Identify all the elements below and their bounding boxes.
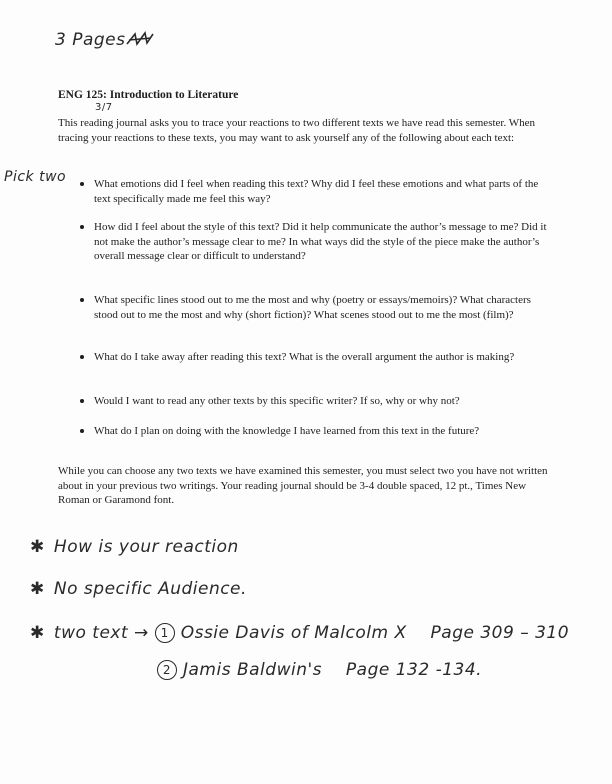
- bullet-icon: [80, 399, 84, 403]
- asterisk-icon: ✱: [30, 579, 45, 599]
- list-item: [94, 350, 550, 365]
- circled-number: 2: [157, 660, 177, 680]
- arrow-icon: →: [134, 623, 149, 643]
- asterisk-icon: ✱: [30, 537, 45, 557]
- asterisk-icon: ✱: [30, 623, 45, 643]
- bullet-icon: [80, 355, 84, 359]
- handwritten-note-item2: [157, 660, 482, 680]
- page-title: ENG 125: Introduction to Literature: [58, 89, 239, 101]
- list-item: [94, 394, 550, 409]
- note-text: No specific Audience.: [53, 579, 247, 599]
- text-item-1-pages: Page 309 – 310: [430, 623, 570, 643]
- list-item-text: What do I plan on doing with the knowledge I have learned from this text in the future?: [94, 425, 480, 437]
- bullet-icon: [80, 225, 84, 229]
- intro-paragraph: This reading journal asks you to trace your reactions to two different texts we have read this semester. When tracing your reactions to these texts, you may want to ask yourself any of the following about each text:: [58, 117, 536, 144]
- handwritten-note-texts: [30, 623, 569, 643]
- note-text: How is your reaction: [53, 537, 239, 557]
- handwritten-date: 3/7: [95, 102, 113, 113]
- bullet-icon: [80, 298, 84, 302]
- list-item-text: What emotions did I feel when reading this text? Why did I feel these emotions and what parts of the text specifically made me feel this way?: [94, 178, 539, 205]
- list-item-text: What do I take away after reading this text? What is the overall argument the author is making?: [94, 351, 515, 363]
- text-item-2-pages: Page 132 -134.: [345, 660, 483, 680]
- bullet-icon: [80, 182, 84, 186]
- text-item-1: Ossie Davis of Malcolm X: [180, 623, 407, 643]
- text-item-2: Jamis Baldwin's: [183, 660, 323, 680]
- list-item-text: What specific lines stood out to me the most and why (poetry or essays/memoirs)? What characters stood out to me the most and why (short fiction)? What scenes stood out to me the most (film)?: [94, 294, 531, 321]
- list-item: [94, 220, 550, 264]
- list-item: [94, 293, 550, 322]
- handwritten-note-reaction: [30, 537, 239, 557]
- handwritten-pick-two: Pick two: [4, 169, 67, 185]
- bullet-icon: [80, 429, 84, 433]
- list-item: [94, 424, 550, 439]
- list-item-text: Would I want to read any other texts by this specific writer? If so, why or why not?: [94, 395, 460, 407]
- note-text: two text: [53, 623, 129, 643]
- circled-number: 1: [155, 623, 175, 643]
- list-item: [94, 177, 550, 206]
- handwritten-note-audience: [30, 579, 247, 599]
- handwritten-page-count: 3 Pages: [55, 30, 126, 50]
- closing-paragraph: While you can choose any two texts we have examined this semester, you must select two you have not written about in your previous two writings. Your reading journal should be 3-4 double spaced, 12 pt., Times New Roman or Garamond font.: [58, 465, 548, 506]
- list-item-text: How did I feel about the style of this text? Did it help communicate the author’s message to me? Did it not make the author’s message clear to me? In what ways did the style of the piece make the author’s overall message clear or difficult to understand?: [94, 221, 547, 262]
